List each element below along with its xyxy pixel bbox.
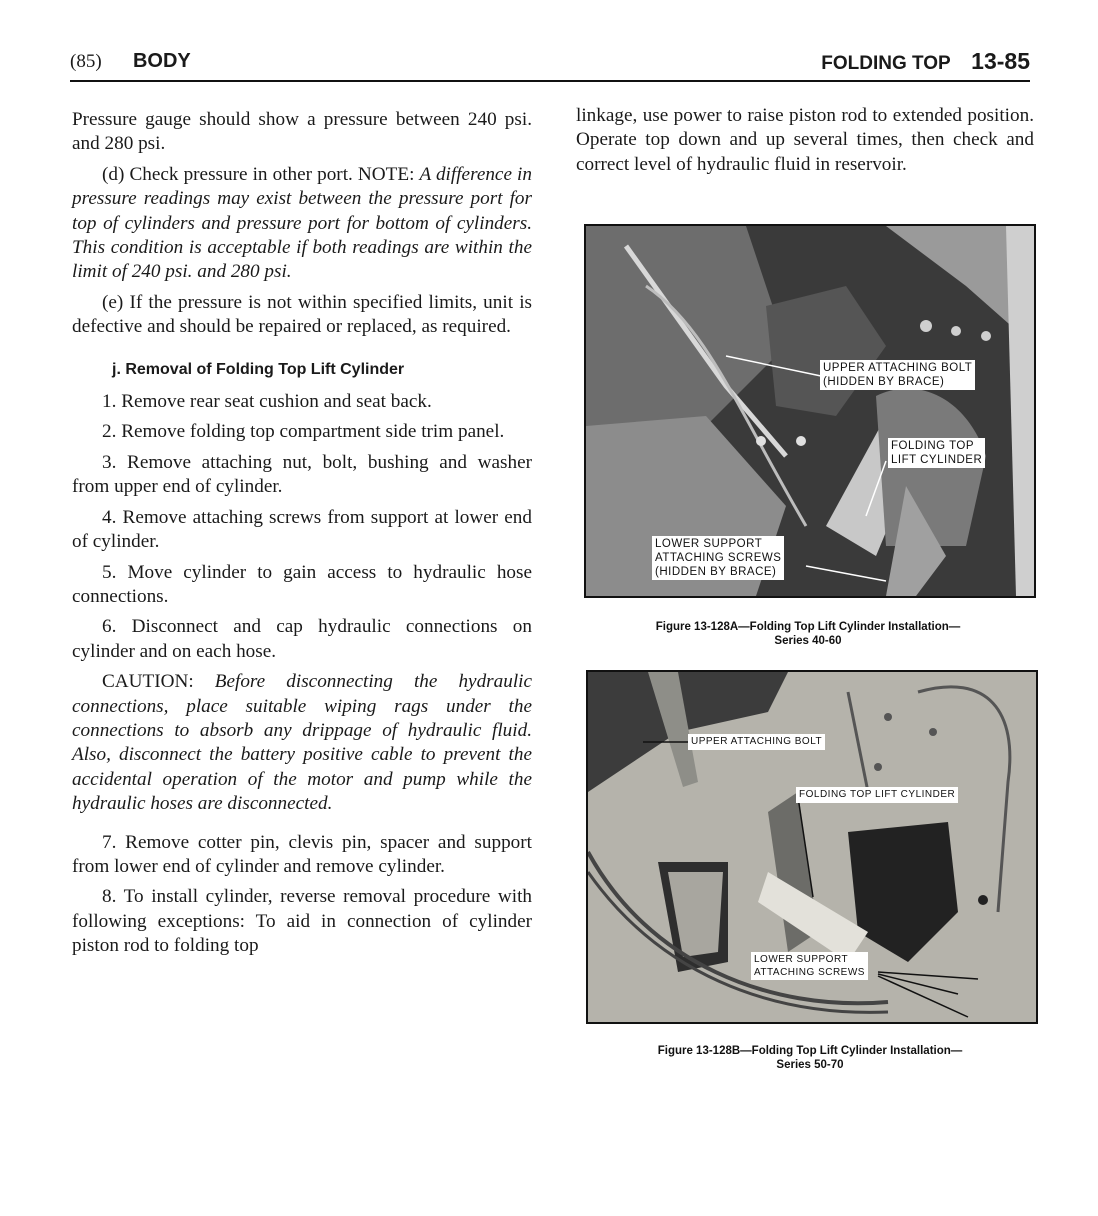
- step-item: 2. Remove folding top compartment side trim panel.: [102, 421, 505, 443]
- callout-lift-cylinder: [796, 787, 958, 803]
- header-left: [70, 50, 191, 73]
- figure-caption: [584, 620, 1032, 648]
- note-text: A difference in pressure readings may exist between the pressure port for top of cylinders and pressure port for bottom of cylinders. This condition is acceptable if both readings are within the limit of 240 psi. and 280 psi.: [72, 163, 532, 283]
- callout-line: (HIDDEN BY BRACE): [655, 566, 777, 578]
- step-item: 6. Disconnect and cap hydraulic connections on cylinder and on each hose.: [72, 616, 532, 662]
- callout-line: FOLDING TOP LIFT CYLINDER: [799, 789, 956, 800]
- topic-title: FOLDING TOP: [821, 53, 951, 74]
- callout-line: UPPER ATTACHING BOLT: [823, 362, 973, 374]
- page-number: 13-85: [971, 48, 1030, 74]
- callout-upper-attaching-bolt: [820, 360, 975, 390]
- figure-13-128a-photo: [584, 224, 1036, 598]
- callout-line: LOWER SUPPORT: [754, 954, 849, 965]
- paragraph-note: [72, 163, 532, 285]
- step-item: 5. Move cylinder to gain access to hydraulic hose connections.: [72, 561, 532, 607]
- right-column: [576, 104, 1034, 183]
- caution-text: Before disconnecting the hydraulic connections, place suitable wiping rags under the connections to absorb any drippage of hydraulic fluid. Also, disconnect the battery positive cable to prevent the accidental operation of the motor and pump while the hydraulic hoses are disconnected.: [72, 671, 533, 815]
- caption-line: Series 50-70: [776, 1059, 844, 1071]
- page-header: [70, 48, 1030, 82]
- caption-line: Series 40-60: [774, 635, 842, 647]
- step-item: 8. To install cylinder, reverse removal procedure with following exceptions: To aid in connection of cylinder piston rod to folding top: [72, 886, 532, 957]
- left-column: [72, 108, 532, 965]
- header-right: [821, 48, 1030, 75]
- page-ref: (85): [70, 51, 102, 72]
- caution-block: [72, 670, 532, 816]
- callout-line: UPPER ATTACHING BOLT: [691, 736, 823, 747]
- note-lead: (d) Check pressure in other port. NOTE:: [102, 163, 420, 185]
- callout-line: LOWER SUPPORT: [655, 538, 763, 550]
- caution-label: CAUTION:: [102, 671, 215, 693]
- callout-lower-support-screws: [751, 952, 868, 980]
- callout-line: (HIDDEN BY BRACE): [823, 376, 945, 388]
- paragraph-continuation: linkage, use power to raise piston rod to extended position. Operate top down and up several times, then check and correct level of hydraulic fluid in reservoir.: [576, 105, 1034, 175]
- callout-lift-cylinder: [888, 438, 985, 468]
- callout-line: LIFT CYLINDER: [891, 454, 983, 466]
- section-title: BODY: [132, 50, 191, 72]
- caption-line: Figure 13-128A—Folding Top Lift Cylinder Installation—: [655, 621, 961, 633]
- callout-line: ATTACHING SCREWS: [754, 967, 865, 978]
- callout-lower-support-screws: [652, 536, 784, 580]
- callout-upper-attaching-bolt: [688, 734, 825, 750]
- callout-line: ATTACHING SCREWS: [655, 552, 782, 564]
- paragraph: (e) If the pressure is not within specified limits, unit is defective and should be repaired or replaced, as required.: [72, 291, 532, 338]
- step-item: 4. Remove attaching screws from support at lower end of cylinder.: [72, 506, 532, 553]
- caption-line: Figure 13-128B—Folding Top Lift Cylinder Installation—: [657, 1045, 963, 1057]
- section-subheading: j. Removal of Folding Top Lift Cylinder: [112, 360, 405, 378]
- figure-13-128b-photo: [586, 670, 1038, 1024]
- paragraph: Pressure gauge should show a pressure between 240 psi. and 280 psi.: [72, 109, 532, 155]
- step-item: 3. Remove attaching nut, bolt, bushing and washer from upper end of cylinder.: [72, 451, 532, 498]
- figure-caption: [586, 1044, 1034, 1072]
- step-item: 7. Remove cotter pin, clevis pin, spacer and support from lower end of cylinder and remove cylinder.: [72, 831, 532, 877]
- step-item: 1. Remove rear seat cushion and seat back.: [102, 391, 432, 413]
- callout-line: FOLDING TOP: [891, 440, 975, 452]
